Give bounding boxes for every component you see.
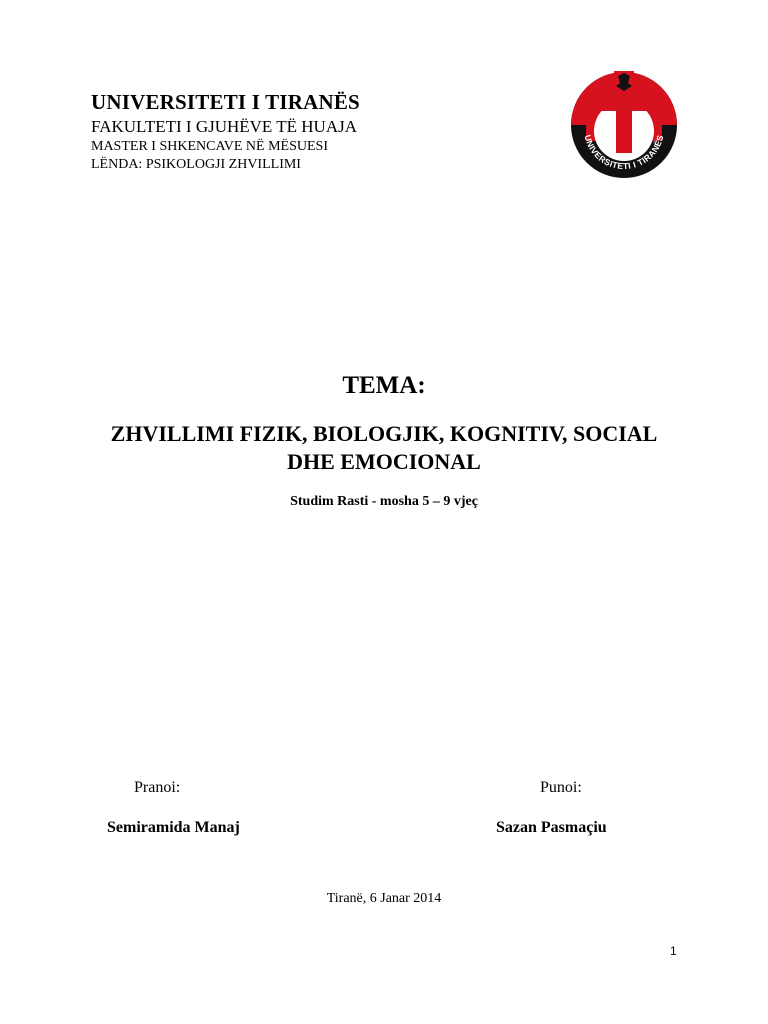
document-title (0, 420, 768, 476)
place-and-date: Tiranë, 6 Janar 2014 (326, 891, 442, 906)
title-line-2: DHE EMOCIONAL (287, 449, 481, 474)
subject-name: LËNDA: PSIKOLOGJI ZHVILLIMI (91, 157, 301, 172)
received-by-name: Semiramida Manaj (107, 819, 240, 836)
university-name: UNIVERSITETI I TIRANËS (91, 90, 360, 114)
topic-label: TEMA: (342, 372, 426, 399)
faculty-name: FAKULTETI I GJUHËVE TË HUAJA (91, 117, 357, 136)
received-by-label: Pranoi: (134, 779, 181, 796)
prepared-by-label: Punoi: (540, 779, 582, 796)
page-number: 1 (670, 944, 677, 958)
document-subtitle: Studim Rasti - mosha 5 – 9 vjeç (290, 494, 478, 509)
program-name: MASTER I SHKENCAVE NË MËSUESI (91, 139, 328, 154)
prepared-by-name: Sazan Pasmaçiu (496, 819, 607, 836)
title-line-1: ZHVILLIMI FIZIK, BIOLOGJIK, KOGNITIV, SOCIAL (110, 421, 658, 446)
university-seal-icon (566, 67, 682, 187)
seal-ring-text: UNIVERSITETI I TIRANËS (582, 133, 666, 172)
university-logo (566, 67, 682, 187)
